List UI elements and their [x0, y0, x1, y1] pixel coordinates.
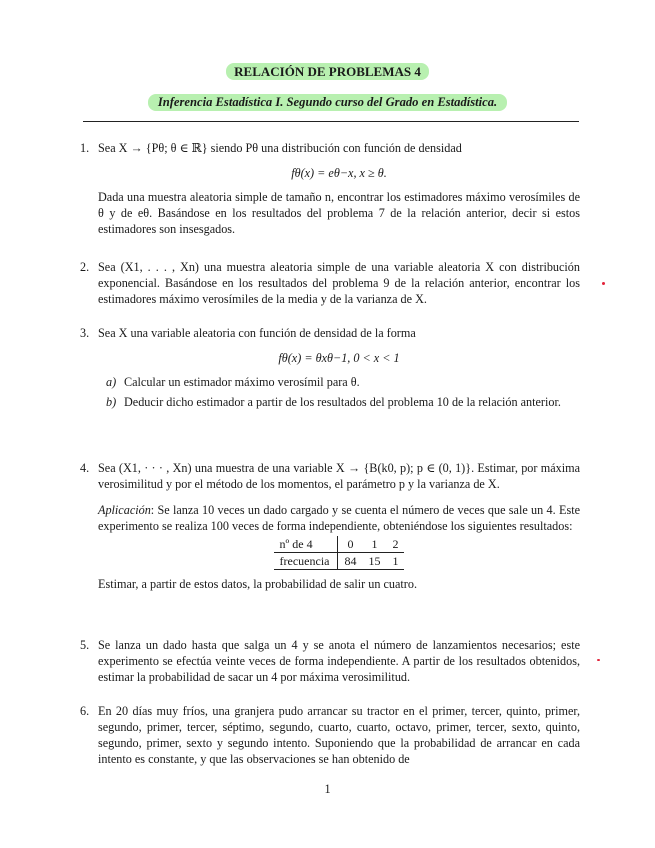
- sub-item-list: [98, 374, 580, 410]
- table-row: [274, 536, 405, 553]
- problem-text: Sea (X1, . . . , Xn) una muestra aleatoria simple de una variable aleatoria X con distribución exponencial. Basándose en los resultados del problema 9 de la relación anterior, encontrar los estimadores máximo verosímiles de la media y de la varianza de X.: [98, 260, 580, 306]
- problem-text: Sea (X1, · · · , Xn) una muestra de una variable X → {B(k0, p); p ∈ (0, 1)}. Estimar, por máxima verosimilitud y por el método de los momentos, el parámetro p y la varianza de X.: [98, 461, 580, 491]
- table-row-label: nº de 4: [274, 536, 338, 553]
- problem-1: [80, 140, 580, 237]
- problem-number: 1.: [80, 141, 90, 155]
- sub-item-text: Calcular un estimador máximo verosímil para θ.: [124, 375, 360, 389]
- problem-4: [80, 460, 580, 592]
- problem-text: Dada una muestra aleatoria simple de tamaño n, encontrar los estimadores máximo verosímiles de θ y de eθ. Basándose en los resultados del problema 7 de la relación anterior, decir si estos estimadores son insesgados.: [98, 190, 580, 236]
- problem-intro: Sea X → {Pθ; θ ∈ ℝ} siendo Pθ una distribución con función de densidad: [98, 141, 462, 155]
- table-cell: 1: [386, 553, 404, 570]
- page-title: RELACIÓN DE PROBLEMAS 4: [226, 63, 429, 80]
- margin-mark-dot: [597, 659, 600, 661]
- table-cell: 84: [338, 553, 363, 570]
- table-row-label: frecuencia: [274, 553, 338, 570]
- sub-item-label: b): [106, 395, 117, 409]
- problem-text: En 20 días muy fríos, una granjera pudo arrancar su tractor en el primer, tercer, quinto, primer, segundo, primer, tercer, séptimo, segundo, cuarto, cuarto, octavo, primer, tercer, sexto, quinto, segundo, primer, sexto y segundo intento. Suponiendo que la probabilidad de arrancar en cada intento es constante, y que las observaciones se han obtenido de: [98, 704, 580, 766]
- problem-number: 3.: [80, 326, 90, 340]
- problem-equation: fθ(x) = eθ−x, x ≥ θ.: [291, 166, 387, 180]
- sub-item-b: [98, 394, 580, 410]
- problem-number: 6.: [80, 704, 90, 718]
- header-rule: [83, 121, 579, 122]
- table-row: [274, 553, 405, 570]
- sub-item-a: [98, 374, 580, 390]
- page-number: 1: [324, 782, 331, 796]
- application-paragraph: [98, 502, 580, 534]
- problem-2: [80, 259, 580, 307]
- problem-closing: Estimar, a partir de estos datos, la probabilidad de salir un cuatro.: [98, 577, 417, 591]
- problem-6: [80, 703, 580, 767]
- margin-mark-dot: [602, 282, 605, 285]
- title-container: [0, 63, 655, 80]
- problem-intro: Sea X una variable aleatoria con función de densidad de la forma: [98, 326, 416, 340]
- problem-number: 2.: [80, 260, 90, 274]
- application-label: Aplicación: [98, 503, 151, 517]
- sub-item-label: a): [106, 375, 117, 389]
- subtitle-container: [0, 94, 655, 111]
- table-cell: 2: [386, 536, 404, 553]
- problem-number: 4.: [80, 461, 90, 475]
- table-cell: 1: [362, 536, 386, 553]
- problem-text: Se lanza un dado hasta que salga un 4 y se anota el número de lanzamientos necesarios; este experimento se efectúa veinte veces de forma independiente. A partir de los resultados obtenidos, estimar la probabilidad de sacar un 4 por máxima verosimilitud.: [98, 638, 580, 684]
- problem-3: [80, 325, 580, 414]
- problem-number: 5.: [80, 638, 90, 652]
- table-cell: 0: [338, 536, 363, 553]
- sub-item-text: Deducir dicho estimador a partir de los resultados del problema 10 de la relación anterior.: [124, 395, 561, 409]
- problem-equation: fθ(x) = θxθ−1, 0 < x < 1: [278, 351, 400, 365]
- page-subtitle: Inferencia Estadística I. Segundo curso del Grado en Estadística.: [148, 94, 507, 111]
- application-text: : Se lanza 10 veces un dado cargado y se cuenta el número de veces que sale un 4. Este experimento se realiza 100 veces de forma independiente, obteniéndose los siguientes resultados:: [98, 503, 580, 533]
- frequency-table: [274, 536, 405, 570]
- table-cell: 15: [362, 553, 386, 570]
- problem-5: [80, 637, 580, 685]
